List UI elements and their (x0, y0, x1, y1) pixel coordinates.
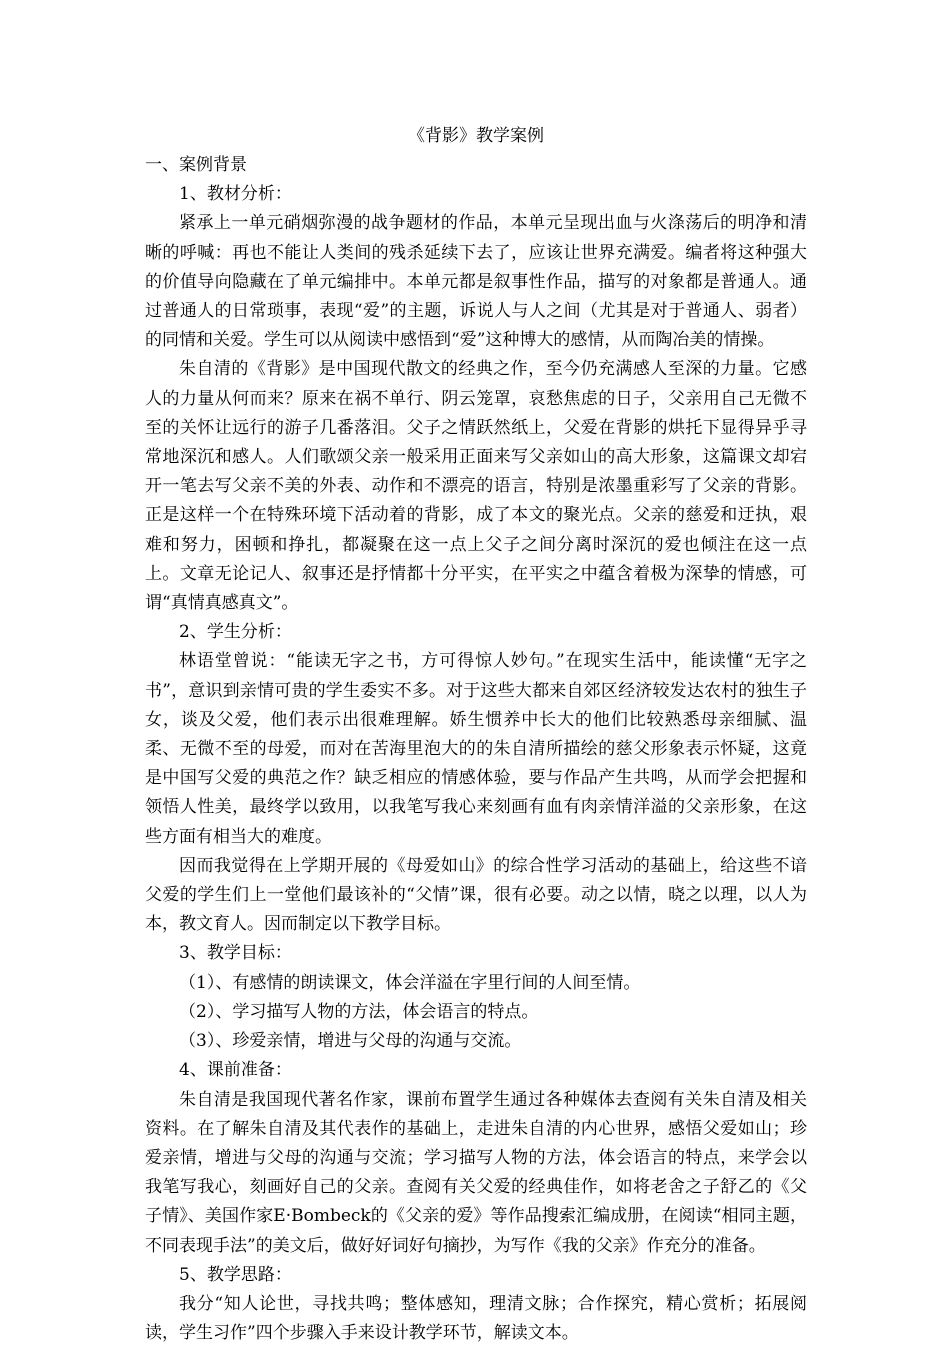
document-page (145, 122, 807, 1348)
paragraph-student-analysis-1: 林语堂曾说：“能读无字之书，方可得惊人妙句。”在现实生活中，能读懂“无字之书”，意识到亲情可贵的学生委实不多。对于这些大都来自郊区经济较发达农村的独生子女，谈及父爱，他们表示出很难理解。娇生惯养中长大的他们比较熟悉母亲细腻、温柔、无微不至的母爱，而对在苦海里泡大的的朱自清所描绘的慈父形象表示怀疑，这竟是中国写父爱的典范之作？缺乏相应的情感体验，要与作品产生共鸣，从而学会把握和领悟人性美，最终学以致用，以我笔写我心来刻画有血有肉亲情洋溢的父亲形象，在这些方面有相当大的难度。 (145, 651, 807, 847)
document-title: 《背影》教学案例 (408, 126, 544, 146)
paragraph-textbook-analysis-2: 朱自清的《背影》是中国现代散文的经典之作，至今仍充满感人至深的力量。它感人的力量从何而来？原来在祸不单行、阴云笼罩，哀愁焦虑的日子，父亲用自己无微不至的关怀让远行的游子几番落泪。父子之情跃然纸上，父爱在背影的烘托下显得异乎寻常地深沉和感人。人们歌颂父亲一般采用正面来写父亲如山的高大形象，这篇课文却宕开一笔去写父亲不美的外表、动作和不漂亮的语言，特别是浓墨重彩写了父亲的背影。正是这样一个在特殊环境下活动着的背影，成了本文的聚光点。父亲的慈爱和迂执，艰难和努力，困顿和挣扎，都凝聚在这一点上父子之间分离时深沉的爱也倾注在这一点上。文章无论记人、叙事还是抒情都十分平实，在平实之中蕴含着极为深挚的情感，可谓“真情真感真文”。 (145, 359, 807, 614)
paragraph-textbook-analysis-1: 紧承上一单元硝烟弥漫的战争题材的作品，本单元呈现出血与火涤荡后的明净和清晰的呼喊：再也不能让人类间的残杀延续下去了，应该让世界充满爱。编者将这种强大的价值导向隐藏在了单元编排中。本单元都是叙事性作品，描写的对象都是普通人。通过普通人的日常琐事，表现“爱”的主题，诉说人与人之间（尤其是对于普通人、弱者）的同情和关爱。学生可以从阅读中感悟到“爱”这种博大的感情，从而陶冶美的情操。 (145, 213, 807, 351)
paragraph-teaching-approach: 我分“知人论世，寻找共鸣；整体感知，理清文脉；合作探究，精心赏析；拓展阅读，学生习作”四个步骤入手来设计教学环节，解读文本。 (145, 1293, 807, 1344)
section-heading-case-background: 一、案例背景 (145, 155, 247, 175)
subheading-teaching-objectives: 3、教学目标： (179, 943, 292, 964)
subheading-student-analysis: 2、学生分析： (179, 622, 292, 643)
subheading-textbook-analysis: 1、教材分析： (179, 184, 292, 205)
subheading-teaching-approach: 5、教学思路： (179, 1264, 292, 1285)
objective-item: （2）、学习描写人物的方法，体会语言的特点。 (179, 1001, 539, 1022)
objective-item: （1）、有感情的朗读课文，体会洋溢在字里行间的人间至情。 (179, 972, 641, 993)
subheading-preparation: 4、课前准备： (179, 1060, 292, 1081)
objective-item: （3）、珍爱亲情，增进与父母的沟通与交流。 (179, 1031, 522, 1052)
paragraph-preparation: 朱自清是我国现代著名作家，课前布置学生通过各种媒体去查阅有关朱自清及相关资料。在了解朱自清及其代表作的基础上，走进朱自清的内心世界，感悟父爱如山；珍爱亲情，增进与父母的沟通与交流；学习描写人物的方法，体会语言的特点，来学会以我笔写我心，刻画好自己的父亲。查阅有关父爱的经典佳作，如将老舍之子舒乙的《父子情》、美国作家E·Bombeck的《父亲的爱》等作品搜索汇编成册，在阅读“相同主题，不同表现手法”的美文后，做好好词好句摘抄，为写作《我的父亲》作充分的准备。 (145, 1089, 807, 1256)
paragraph-student-analysis-2: 因而我觉得在上学期开展的《母爱如山》的综合性学习活动的基础上，给这些不谙父爱的学生们上一堂他们最该补的“父情”课，很有必要。动之以情，晓之以理，以人为本，教文育人。因而制定以下教学目标。 (145, 855, 807, 935)
